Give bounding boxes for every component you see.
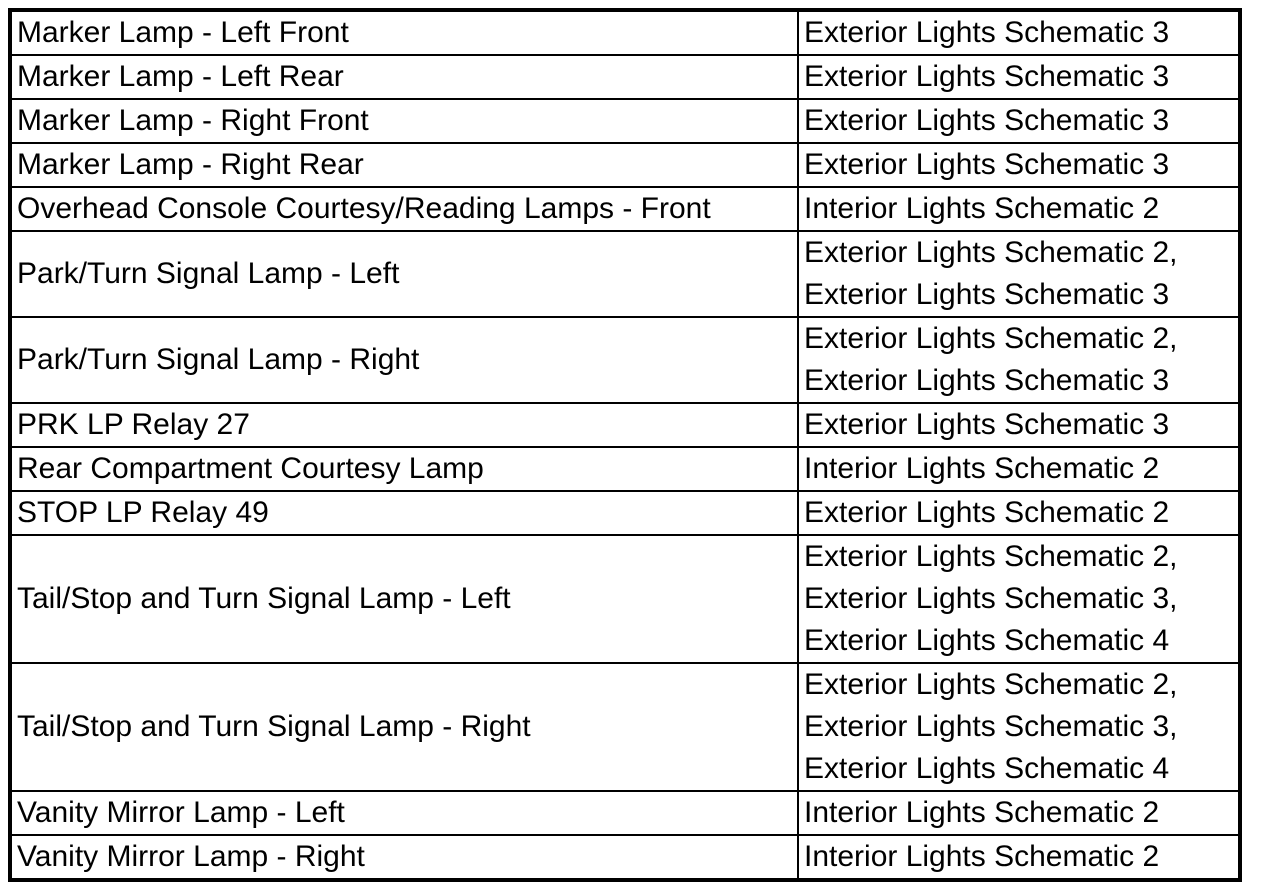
schematic-reference: Exterior Lights Schematic 2, bbox=[804, 322, 1178, 355]
schematic-reference-cell bbox=[798, 187, 1240, 231]
table-row bbox=[10, 143, 1240, 187]
component-schematic-table bbox=[8, 8, 1242, 882]
table-row bbox=[10, 447, 1240, 491]
schematic-reference: Interior Lights Schematic 2 bbox=[804, 796, 1160, 829]
table-row bbox=[10, 231, 1240, 317]
component-name-cell: Marker Lamp - Left Front bbox=[10, 10, 798, 55]
schematic-reference: Interior Lights Schematic 2 bbox=[804, 452, 1160, 485]
component-name-cell: Park/Turn Signal Lamp - Left bbox=[10, 231, 798, 317]
component-name-cell: Tail/Stop and Turn Signal Lamp - Left bbox=[10, 535, 798, 663]
schematic-reference: Interior Lights Schematic 2 bbox=[804, 840, 1160, 873]
schematic-reference: Exterior Lights Schematic 2, bbox=[804, 540, 1178, 573]
schematic-reference-cell bbox=[798, 317, 1240, 403]
component-name-cell: Vanity Mirror Lamp - Right bbox=[10, 835, 798, 880]
table-row bbox=[10, 791, 1240, 835]
schematic-reference: Exterior Lights Schematic 3, bbox=[804, 710, 1178, 743]
table-row bbox=[10, 663, 1240, 791]
component-name-cell: Marker Lamp - Right Rear bbox=[10, 143, 798, 187]
schematic-reference: Exterior Lights Schematic 3 bbox=[804, 60, 1170, 93]
schematic-reference: Exterior Lights Schematic 3 bbox=[804, 278, 1170, 311]
table-row bbox=[10, 187, 1240, 231]
schematic-reference: Exterior Lights Schematic 3 bbox=[804, 148, 1170, 181]
table-body bbox=[10, 10, 1240, 880]
schematic-reference: Exterior Lights Schematic 2, bbox=[804, 236, 1178, 269]
component-name-cell: Vanity Mirror Lamp - Left bbox=[10, 791, 798, 835]
table-row bbox=[10, 10, 1240, 55]
schematic-reference-cell bbox=[798, 791, 1240, 835]
schematic-reference: Exterior Lights Schematic 3 bbox=[804, 364, 1170, 397]
table-row bbox=[10, 535, 1240, 663]
schematic-reference-cell bbox=[798, 143, 1240, 187]
schematic-reference: Interior Lights Schematic 2 bbox=[804, 192, 1160, 225]
table-row bbox=[10, 403, 1240, 447]
schematic-reference-cell bbox=[798, 99, 1240, 143]
schematic-reference: Exterior Lights Schematic 3 bbox=[804, 16, 1170, 49]
schematic-reference-cell bbox=[798, 663, 1240, 791]
component-name-cell: Park/Turn Signal Lamp - Right bbox=[10, 317, 798, 403]
schematic-reference-cell bbox=[798, 55, 1240, 99]
schematic-reference-cell bbox=[798, 231, 1240, 317]
schematic-reference: Exterior Lights Schematic 3 bbox=[804, 408, 1170, 441]
component-name-cell: STOP LP Relay 49 bbox=[10, 491, 798, 535]
component-name-cell: Tail/Stop and Turn Signal Lamp - Right bbox=[10, 663, 798, 791]
schematic-reference-cell bbox=[798, 10, 1240, 55]
component-name-cell: PRK LP Relay 27 bbox=[10, 403, 798, 447]
component-name-cell: Overhead Console Courtesy/Reading Lamps - Front bbox=[10, 187, 798, 231]
schematic-reference: Exterior Lights Schematic 3, bbox=[804, 582, 1178, 615]
schematic-reference-cell bbox=[798, 403, 1240, 447]
component-name-cell: Rear Compartment Courtesy Lamp bbox=[10, 447, 798, 491]
component-name-cell: Marker Lamp - Left Rear bbox=[10, 55, 798, 99]
component-name-cell: Marker Lamp - Right Front bbox=[10, 99, 798, 143]
table-row bbox=[10, 491, 1240, 535]
schematic-reference: Exterior Lights Schematic 3 bbox=[804, 104, 1170, 137]
table-row bbox=[10, 317, 1240, 403]
table-row bbox=[10, 55, 1240, 99]
schematic-reference: Exterior Lights Schematic 4 bbox=[804, 624, 1170, 657]
schematic-reference-cell bbox=[798, 535, 1240, 663]
schematic-reference-cell bbox=[798, 447, 1240, 491]
schematic-reference-cell bbox=[798, 491, 1240, 535]
schematic-reference: Exterior Lights Schematic 2 bbox=[804, 496, 1170, 529]
schematic-reference: Exterior Lights Schematic 2, bbox=[804, 668, 1178, 701]
table-row bbox=[10, 99, 1240, 143]
schematic-reference: Exterior Lights Schematic 4 bbox=[804, 752, 1170, 785]
